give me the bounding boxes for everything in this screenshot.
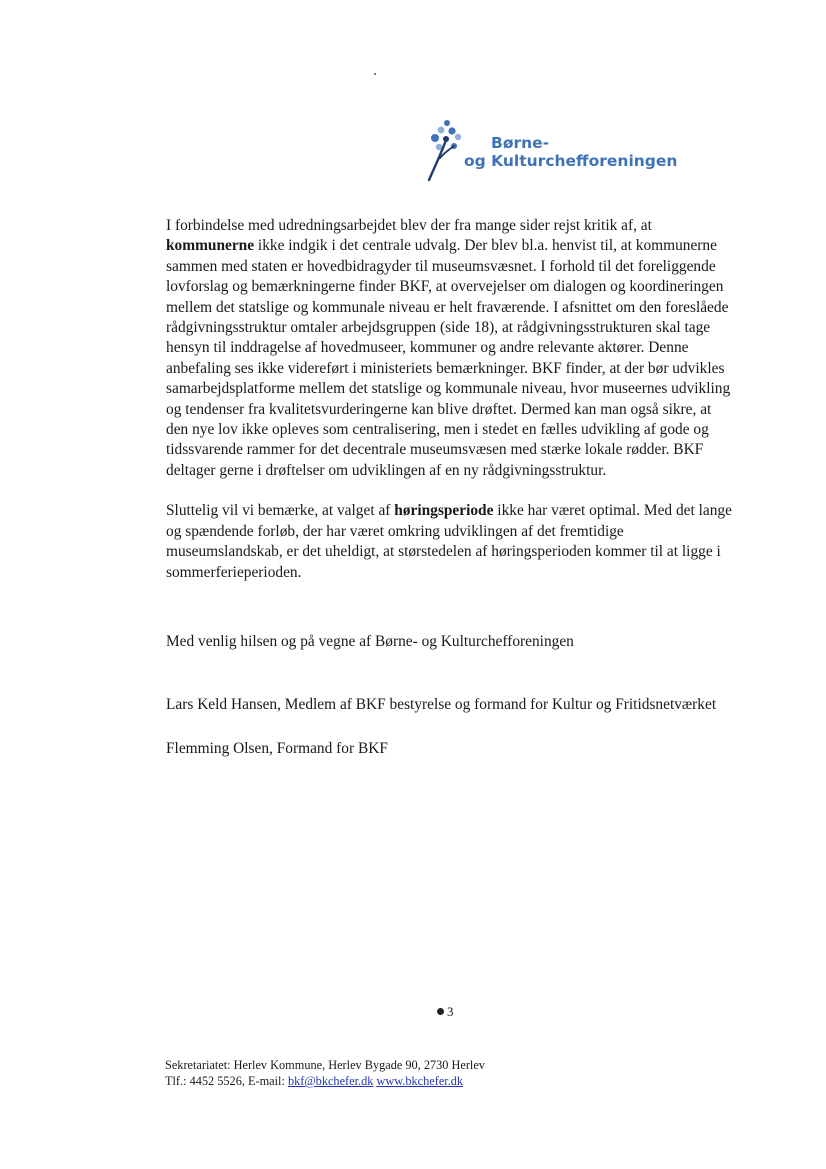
footer xyxy=(165,1057,485,1089)
scan-speck xyxy=(374,73,376,75)
logo-line-2: og Kulturchefforeningen xyxy=(464,152,678,170)
paragraph-rådgivning xyxy=(166,216,736,481)
logo-line-1: Børne- xyxy=(491,134,550,152)
website-link[interactable]: www.bkchefer.dk xyxy=(376,1074,464,1088)
signature-lars-keld-hansen: Lars Keld Hansen, Medlem af BKF bestyrelse og formand for Kultur og Fritidsnetværket xyxy=(166,696,717,714)
letter-body xyxy=(166,216,736,583)
paragraph-høringsperiode xyxy=(166,501,736,583)
para2-bold: høringsperiode xyxy=(394,502,494,520)
footer-contact xyxy=(165,1073,485,1089)
para1-intro: I forbindelse med udredningsarbejdet blev der fra mange sider rejst kritik af, at xyxy=(166,217,652,234)
letter-closing xyxy=(166,632,766,759)
bullet-icon xyxy=(437,1008,444,1015)
footer-address: Sekretariatet: Herlev Kommune, Herlev Bygade 90, 2730 Herlev xyxy=(165,1058,485,1072)
para1-bold: kommunerne xyxy=(166,237,255,255)
para1-rest: ikke indgik i det centrale udvalg. Der blev bl.a. henvist til, at kommunerne sammen med staten er hovedbidragyder til museumsvæsnet. I forhold til det foreliggende lovforslag og bemærkningerne finder BKF, at overvejelser om dialogen og koordineringen mellem det statslige og kommunale niveau er helt fraværende. I afsnittet om den foreslåede rådgivningsstruktur omtaler arbejdsgruppen (side 18), at rådgivningsstrukturen skal tage hensyn til inddragelse af hovedmuseer, kommuner og andre relevante aktører. Denne anbefaling ses ikke videreført i ministeriets bemærkninger. BKF finder, at der bør udvikles samarbejdsplatforme mellem det statslige og kommunale niveau, hvor museernes udvikling og tendenser fra kvalitetsvurderingerne kan blive drøftet. Dermed kan man også sikre, at den nye lov ikke opleves som centralisering, men i stedet en fælles udvikling af gode og tidssvarende rammer for det decentrale museumsvæsen med stærke lokale rødder. BKF deltager gerne i drøftelser om udviklingen af en ny rådgivningsstruktur. xyxy=(166,237,731,479)
email-link[interactable]: bkf@bkchefer.dk xyxy=(287,1074,374,1088)
footer-phone: Tlf.: 4452 5526, E-mail: xyxy=(165,1074,288,1088)
greeting: Med venlig hilsen og på vegne af Børne- og Kulturchefforeningen xyxy=(166,633,574,650)
bkf-tree-icon xyxy=(425,118,465,182)
page-number-value: 3 xyxy=(447,1004,454,1019)
para2-intro: Sluttelig vil vi bemærke, at valget af xyxy=(166,502,395,520)
bkf-logo xyxy=(425,118,678,182)
page-number xyxy=(437,1004,454,1020)
logo-wordmark xyxy=(464,134,677,170)
para2-rest: ikke har været optimal. Med det lange og spændende forløb, der har været omkring udviklingen af det fremtidige museumslandskab, er det uheldigt, at størstedelen af høringsperioden kommer til at ligge i sommerferieperioden. xyxy=(166,502,732,581)
signature-flemming-olsen: Flemming Olsen, Formand for BKF xyxy=(166,739,388,757)
